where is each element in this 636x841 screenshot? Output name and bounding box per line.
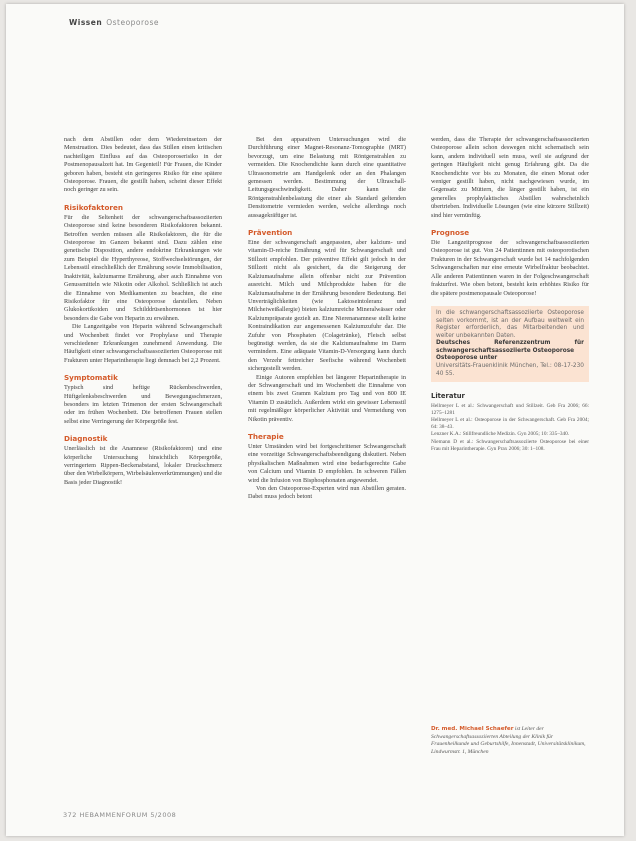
info-box-contact: Universitäts-Frauenklinik München, Tel.: 08-17-230 40 55. [436,363,584,377]
section-label: Wissen [69,18,103,27]
info-box-organization-line2: Osteoporose unter [436,355,498,362]
paragraph: Typisch sind heftige Rückenbeschwerden, Hüftgelenksbeschwerden und Bewegungsschmerzen, besonders im letzten Trimenon der ersten Schwangerschaft oder im frühen Wochenbett. Die betroffenen Frauen stellen selbst eine Verringerung der Körpergröße fest. [64,384,222,425]
literature-section [431,392,589,453]
paragraph: Unerlässlich ist die Anamnese (Risikofaktoren) und eine körperliche Untersuchung hinsichtlich Körpergröße, verringertem Rippen-Beckenabstand, lokaler Druckschmerz über den Wirbelkörpern, Wirbelsäulenverkrümmungen) und die Basis jeder Diagnostik! [64,445,222,486]
literature-entry: Hellmeyer L et al.: Osteoporose in der Schwangerschaft. Geb Fra 2004; 64: 38–43. [431,417,589,431]
paragraph: Die Langzeitprognose der schwangerschaftsassoziierten Osteoporose ist gut. Von 24 Patientinnen mit osteoporotischen Frakturen in der Schwangerschaft wurde bei 14 nachfolgenden Schwangerschaften nur eine erneute Wirbelfraktur beobachtet. Alle anderen Patientinnen waren in der Folgeschwangerschaft frakturfrei. Wie oben betont, besteht kein erhöhtes Risiko für die spätere postmenopausale Osteoporose! [431,239,589,297]
paragraph: Einige Autoren empfehlen bei längerer Heparintherapie in der Schwangerschaft und im Wochenbett die Einnahme von einem bis zwei Gramm Kalzium pro Tag und von 800 IE Vitamin D zusätzlich. Außerdem wirkt ein gewisser Lebensstil mit regelmäßiger körperlicher Aktivität und Vermeidung von Nikotin präventiv. [248,373,406,423]
subsection-label: Osteoporose [106,18,160,27]
running-header [69,18,159,27]
heading-risikofaktoren: Risikofaktoren [64,202,123,212]
literature-entry: Lenzner K.A.: Stillfreundliche Medizin. Gyn 2005; 10: 335–340. [431,431,570,438]
author-name: Dr. med. Michael Schaefer [431,726,514,732]
column-2 [248,136,406,502]
heading-diagnostik: Diagnostik [64,434,108,444]
author-description: ist Leiter der Schwangerschaftsassoziierten Abteilung der Klinik für Frauenheilkunde und Geburtshilfe, Innenstadt, Universitätsklinikum, Lindwurmstr. 1, München [431,726,586,755]
literature-heading: Literatur [431,392,465,401]
paragraph: Bei den apparativen Untersuchungen wird die Durchführung einer Magnet-Resonanz-Tomographie (MRT) bevorzugt, um eine Belastung mit Röntgenstrahlen zu vermeiden. Die Knochendichte kann durch eine quantitative Ultrasonometrie am Handgelenk oder an den Phalangen gemessen werden. Bestimmung der Ultraschall-Leitungsgeschwindigkeit. Daher kann die Röntgenstrahlenbelastung die einer als Standard geltenden Densitometrie vermieden werden, welche allerdings noch aussagekräftiger ist. [248,136,406,219]
heading-praevention: Prävention [248,228,293,238]
paragraph: Von den Osteoporose-Experten wird nun Abstillen geraten. Dabei muss jedoch betont [248,485,406,501]
paragraph: Eine der schwangerschaft angepassten, aber kalzium- und vitamin-D-reiche Ernährung wird für Schwangerschaft und Stillzeit empfohlen. Der präventive Effekt gilt jedoch in der Stillzeit nicht als gesichert, da die Steigerung der Kalziumaufnahme allein offenbar nicht zur Prävention ausreicht. Milch und Milchprodukte haben für die Kalziumaufnahme in der Ernährung besondere Bedeutung. Bei Unverträglichkeiten (wie Laktoseintoleranz und Milcheiweißallergie) bieten kalziumreiche Mineralwässer oder Kalziumpräparate gezielt an. Eine Nierenanamnese stellt keine Kontraindikation zur angemessenen Kalziumzufuhr dar. Die Zufuhr von Phosphaten (Colagetränke), Fleisch selbst begünstigt werden, da sie die Kalziumaufnahme im Darm vermindern. Eine adäquate Vitamin-D-Versorgung kann durch den Verzehr fettreicher Seefische während Wochenbett sichergestellt werden. [248,239,406,373]
paragraph: nach dem Abstillen oder dem Wiedereinsetzen der Menstruation. Dies bedeutet, dass das Stillen einen kritischen nachteiligen Einfluss auf das Osteoporoserisiko in der Postmenopausalzeit hat. Im Gegenteil! Für Frauen, die Kinder geboren haben, besteht ein geringeres Risiko für eine spätere Osteoporose. Frauen, die gestillt haben, scheint dieser Effekt noch geringer zu sein. [64,136,222,194]
info-box-organization: Deutsches Referenzzentrum für schwangerschaftsassoziierte Osteoporose [436,340,584,354]
heading-therapie: Therapie [248,432,284,441]
column-3 [431,136,589,453]
literature-entry: Hellmeyer L et al.: Schwangerschaft und Stillzeit. Geb Fra 2006; 66: 1275–1281 [431,402,589,416]
heading-prognose: Prognose [431,228,470,238]
author-note [431,726,589,756]
paragraph: werden, dass die Therapie der schwangerschaftsassoziierten Osteoporose allein schon deswegen nicht schematisch sein kann, andem individuell sein muss, weil sie aufgrund der geringen Häufigkeit nicht genug Erfahrung gibt. Da die Knochendichte vor bis zu Monaten, die einen Monat oder weniger gestillt haben, nicht nachgewiesen wurde, im Gegensatz zu Müttern, die länger gestillt haben, ist ein generelles prophylaktisches Abstillen wahrscheinlich übertrieben. Individuelle Lösungen (wie eine kürzere Stillzeit) sind hier vernünftig. [431,136,589,219]
info-box [431,306,589,382]
literature-entry: Niemann D et al.: Schwangerschaftsassoziierte Osteoporose bei einer Frau mit Heparintherapie. Gyn Prax 2006; 30: 1–108. [431,438,589,452]
heading-symptomatik: Symptomatik [64,373,118,383]
paragraph: Unter Umständen wird bei fortgeschrittener Schwangerschaft eine vorzeitige Schwangerschaftsbeendigung diskutiert. Neben physikalischen Maßnahmen wird eine bedarfsgerechte Gabe von Calcium und Vitamin D empfohlen. In schweren Fällen wird die Infusion von Bisphosphonaten angewendet. [248,443,406,484]
paragraph: Für die Seltenheit der schwangerschaftsassoziierten Osteoporose sind keine besonderen Risikofaktoren bekannt. Betroffen werden müssen alle Risikofaktoren, die für die Osteoporose im Ganzen bekannt sind. Dazu zählen eine genetische Disposition, andere endokrine Erkrankungen wie zum Beispiel die Hyperthyreose, Stoffwechselstörungen, der Lebensstil einschließlich der Ernährung sowie Immobilisation, Inaktivität, kalziumarme Ernährung, aber auch Einnahme von Genussmitteln wie Nikotin oder Alkohol. Schließlich ist auch die Einnahme von Medikamenten zu beachten, die eine Risikofaktor für eine Osteoporose darstellen. Neben Glukokortikoiden und Schilddrüsenhormonen ist hier besonders die Gabe von Heparin zu erwähnen. [64,213,222,322]
page-footer: 372 HEBAMMENFORUM 5/2008 [63,811,177,819]
paragraph: Die Langzeitgabe von Heparin während Schwangerschaft und Wochenbett findet vor Prophylaxe und Therapie verschiedener Erkrankungen zunehmend Anwendung. Die Häufigkeit einer schwangerschaftsassoziierten Osteoporose mit Frakturen unter Heparintherapie liegt demnach bei 2,2 Prozent. [64,323,222,364]
info-box-text: In die schwangerschaftsassoziierte Osteoporose selten vorkommt, ist an der Aufbau weltweit ein Register erforderlich, das Mitarbeitenden und weiter unbekannten Daten. [436,309,584,339]
column-1 [64,136,222,487]
